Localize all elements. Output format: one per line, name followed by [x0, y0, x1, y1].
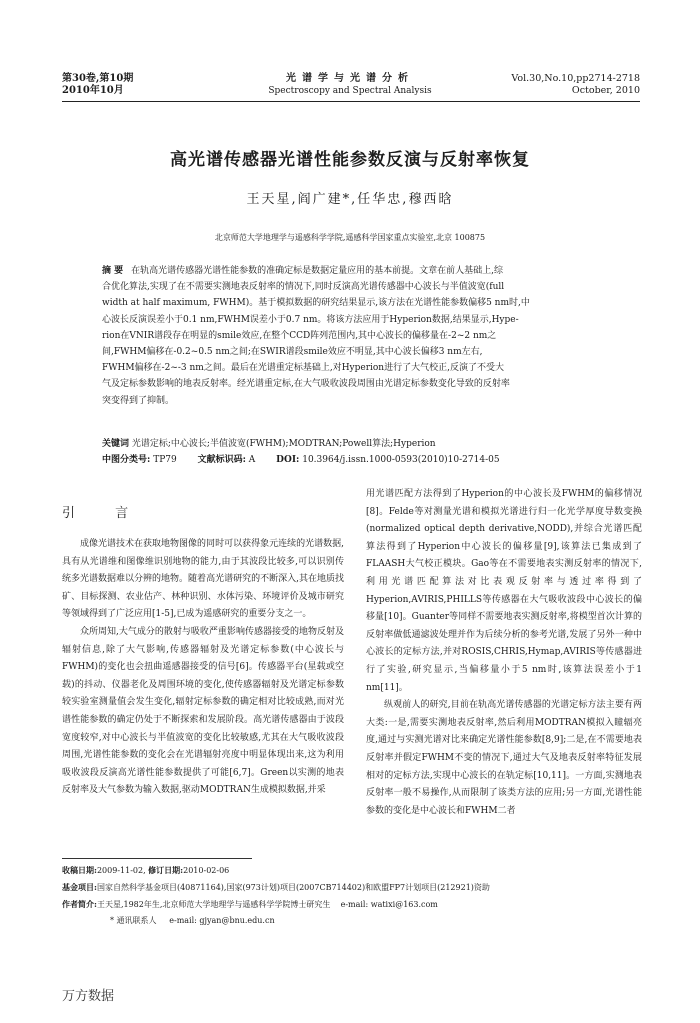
journal-volume-info — [62, 73, 133, 97]
received-date: 2009-11-02 — [96, 866, 144, 875]
fund-label: 基金项目: — [62, 882, 97, 892]
revised-date: 2010-02-06 — [183, 866, 230, 875]
doc-code-value: A — [248, 455, 256, 465]
bio-text: 王天星,1982年生,北京师范大学地理学与遥感科学学院博士研究生 — [96, 900, 331, 909]
doi-label: DOI: — [276, 455, 300, 465]
corresponding-label: * 通讯联系人 — [110, 916, 157, 925]
abstract-line: rion在VNIR谱段存在明显的smile效应,在整个CCD阵列范围内,其中心波长的偏移量在-2~2 nm之 — [102, 330, 497, 341]
clc-label: 中图分类号: — [102, 455, 151, 465]
abstract-line: FWHM偏移在-2~-3 nm之间。最后在光谱重定标基础上,对Hyperion进行了大气校正,反演了不受大 — [102, 363, 504, 374]
abstract-line: 气及定标参数影响的地表反射率。经光谱重定标,在大气吸收波段周围由光谱定标参数变化导致的反射率 — [102, 379, 510, 390]
volume-cn: 第30卷,第10期 — [62, 73, 134, 84]
keywords-text: 光谱定标;中心波长;半值波宽(FWHM);MODTRAN;Powell算法;Hyperion — [131, 439, 436, 449]
abstract-line: 心波长反演误差小于0.1 nm,FWHM误差小于0.7 nm。将该方法应用于Hyperion数据,结果显示,Hype- — [102, 314, 519, 325]
corresponding-line — [62, 913, 642, 929]
journal-volume-en — [511, 73, 640, 97]
clc-value: TP79 — [153, 455, 177, 465]
paragraph: 用光谱匹配方法得到了Hyperion的中心波长及FWHM的偏移情况[8]。Felde等对测量光谱和模拟光谱进行归一化光学厚度导数变换(normalized optical depth derivative,NODD),并综合光谱匹配算法得到了Hyperion中心波长的偏移量[9],该算法已集成到了FLAASH大气校正模块。Gao等在不需要地表实测反射率的情况下,利用光谱匹配算法对比表观反射率与透过率得到了Hyperion,AVIRIS,PHILLS等传感器在大气吸收波段中心波长的偏移量[10]。Guanter等同样不需要地表实测反射率,将模型首次计算的反射率做低通滤波处理并作为后续分析的参考光谱,发展了另外一种中心波长的定标方法,并对ROSIS,CHRIS,Hymap,AVIRIS等传感器进行了实验,研究显示,当偏移量小于5 nm时,该算法误差小于1 nm[11]。 — [366, 489, 642, 693]
header-rule — [62, 101, 640, 102]
footnote-rule — [62, 858, 252, 859]
fund-text: 国家自然科学基金项目(40871164),国家(973计划)项目(2007CB714402)和欧盟FP7计划项目(212921)资助 — [96, 883, 490, 892]
classification — [102, 452, 602, 468]
abstract-line: 间,FWHM偏移在-0.2~0.5 nm之间;在SWIR谱段smile效应不明显,其中心波长偏移3 nm左右, — [102, 347, 483, 358]
doc-code-label: 文献标识码: — [197, 455, 246, 465]
revised-label: 修订日期: — [148, 865, 184, 875]
abstract-line: 在轨高光谱传感器光谱性能参数的准确定标是数据定量应用的基本前提。文章在前人基础上,综 — [131, 266, 504, 276]
journal-name-cn: 光谱学与光谱分析 — [286, 73, 414, 84]
bio-email: e-mail: watixi@163.com — [340, 900, 438, 909]
date-en: October, 2010 — [571, 85, 640, 96]
bio-line — [62, 896, 642, 913]
abstract-line: 突变得到了抑制。 — [102, 395, 175, 406]
journal-name-en: Spectroscopy and Spectral Analysis — [268, 86, 432, 96]
keywords — [102, 436, 602, 452]
abstract — [102, 263, 602, 409]
left-column — [62, 536, 344, 800]
corresponding-email: e-mail: gjyan@bnu.edu.cn — [169, 916, 275, 925]
journal-name — [230, 73, 470, 97]
abstract-line: width at half maximum, FWHM)。基于模拟数据的研究结果显示,该方法在光谱性能参数偏移5 nm时,中 — [102, 298, 530, 309]
date-cn: 2010年10月 — [62, 85, 124, 96]
footnotes — [62, 862, 642, 929]
keywords-block — [102, 436, 602, 468]
affiliation: 北京师范大学地理学与遥感科学学院,遥感科学国家重点实验室,北京 100875 — [214, 233, 486, 242]
author-list: 王天星,阎广建*,任华忠,穆西晗 — [246, 192, 454, 207]
dates-line: 收稿日期:2009-11-02, 修订日期:2010-02-06 — [62, 865, 230, 875]
paragraph: 众所周知,大气成分的散射与吸收严重影响传感器接受的地物反射及辐射信息,除了大气影响,传感器辐射及光谱定标参数(中心波长与FWHM)的变化也会扭曲遥感器接受的信号[6]。传感器平台(星载或空载)的抖动、仪器老化及周围环境的变化,使传感器辐射及光谱定标参数较实验室测量值会发生变化,辐射定标参数的确定相对比较成熟,而对光谱性能参数的确定仍处于不断探索和发展阶段。高光谱传感器由于波段宽度较窄,对中心波长与半值波宽的变化比较敏感,尤其在大气吸收波段周围,光谱性能参数的变化会在光谱辐射亮度中明显体现出来,这为利用吸收波段反演高光谱性能参数提供了可能[6,7]。Green以实测的地表反射率及大气参数为输入数据,驱动MODTRAN生成模拟数据,并采 — [62, 626, 344, 796]
volume-en: Vol.30,No.10,pp2714-2718 — [511, 73, 640, 84]
watermark: 万方数据 — [62, 989, 115, 1004]
paragraph: 纵观前人的研究,目前在轨高光谱传感器的光谱定标方法主要有两大类:一是,需要实测地表反射率,然后利用MODTRAN模拟入瞳辐亮度,通过与实测光谱对比来确定光谱性能参数[8,9];二是,在不需要地表反射率并假定FWHM不变的情况下,通过大气及地表反射率特征发展相对的定标方法,实现中心波长的在轨定标[10,11]。一方面,实测地表反射率一般不易操作,从而限制了该类方法的应用;另一方面,光谱性能参数的变化是中心波长和FWHM二者 — [366, 700, 642, 816]
paragraph: 成像光谱技术在获取地物图像的同时可以获得象元连续的光谱数据,具有从光谱维和图像维识别地物的能力,由于其波段比较多,可以识别传统多光谱数据难以分辨的地物。随着高光谱研究的不断深入,其在地质找矿、目标探测、农业估产、林种识别、水体污染、环境评价及城市研究等领域得到了广泛应用[1-5],已成为遥感研究的重要分支之一。 — [62, 539, 344, 620]
paper-title: 高光谱传感器光谱性能参数反演与反射率恢复 — [170, 150, 530, 170]
abstract-line: 合优化算法,实现了在不需要实测地表反射率的情况下,同时反演高光谱传感器中心波长与半值波宽(full — [102, 282, 505, 293]
section-title-introduction: 引 言 — [62, 506, 147, 521]
received-label: 收稿日期: — [62, 865, 97, 875]
abstract-label: 摘 要 — [102, 266, 124, 276]
right-column — [366, 486, 642, 820]
keywords-label: 关键词 — [102, 439, 130, 449]
fund-line — [62, 879, 642, 896]
doi-value: 10.3964/j.issn.1000-0593(2010)10-2714-05 — [302, 455, 500, 465]
bio-label: 作者简介: — [62, 899, 97, 909]
